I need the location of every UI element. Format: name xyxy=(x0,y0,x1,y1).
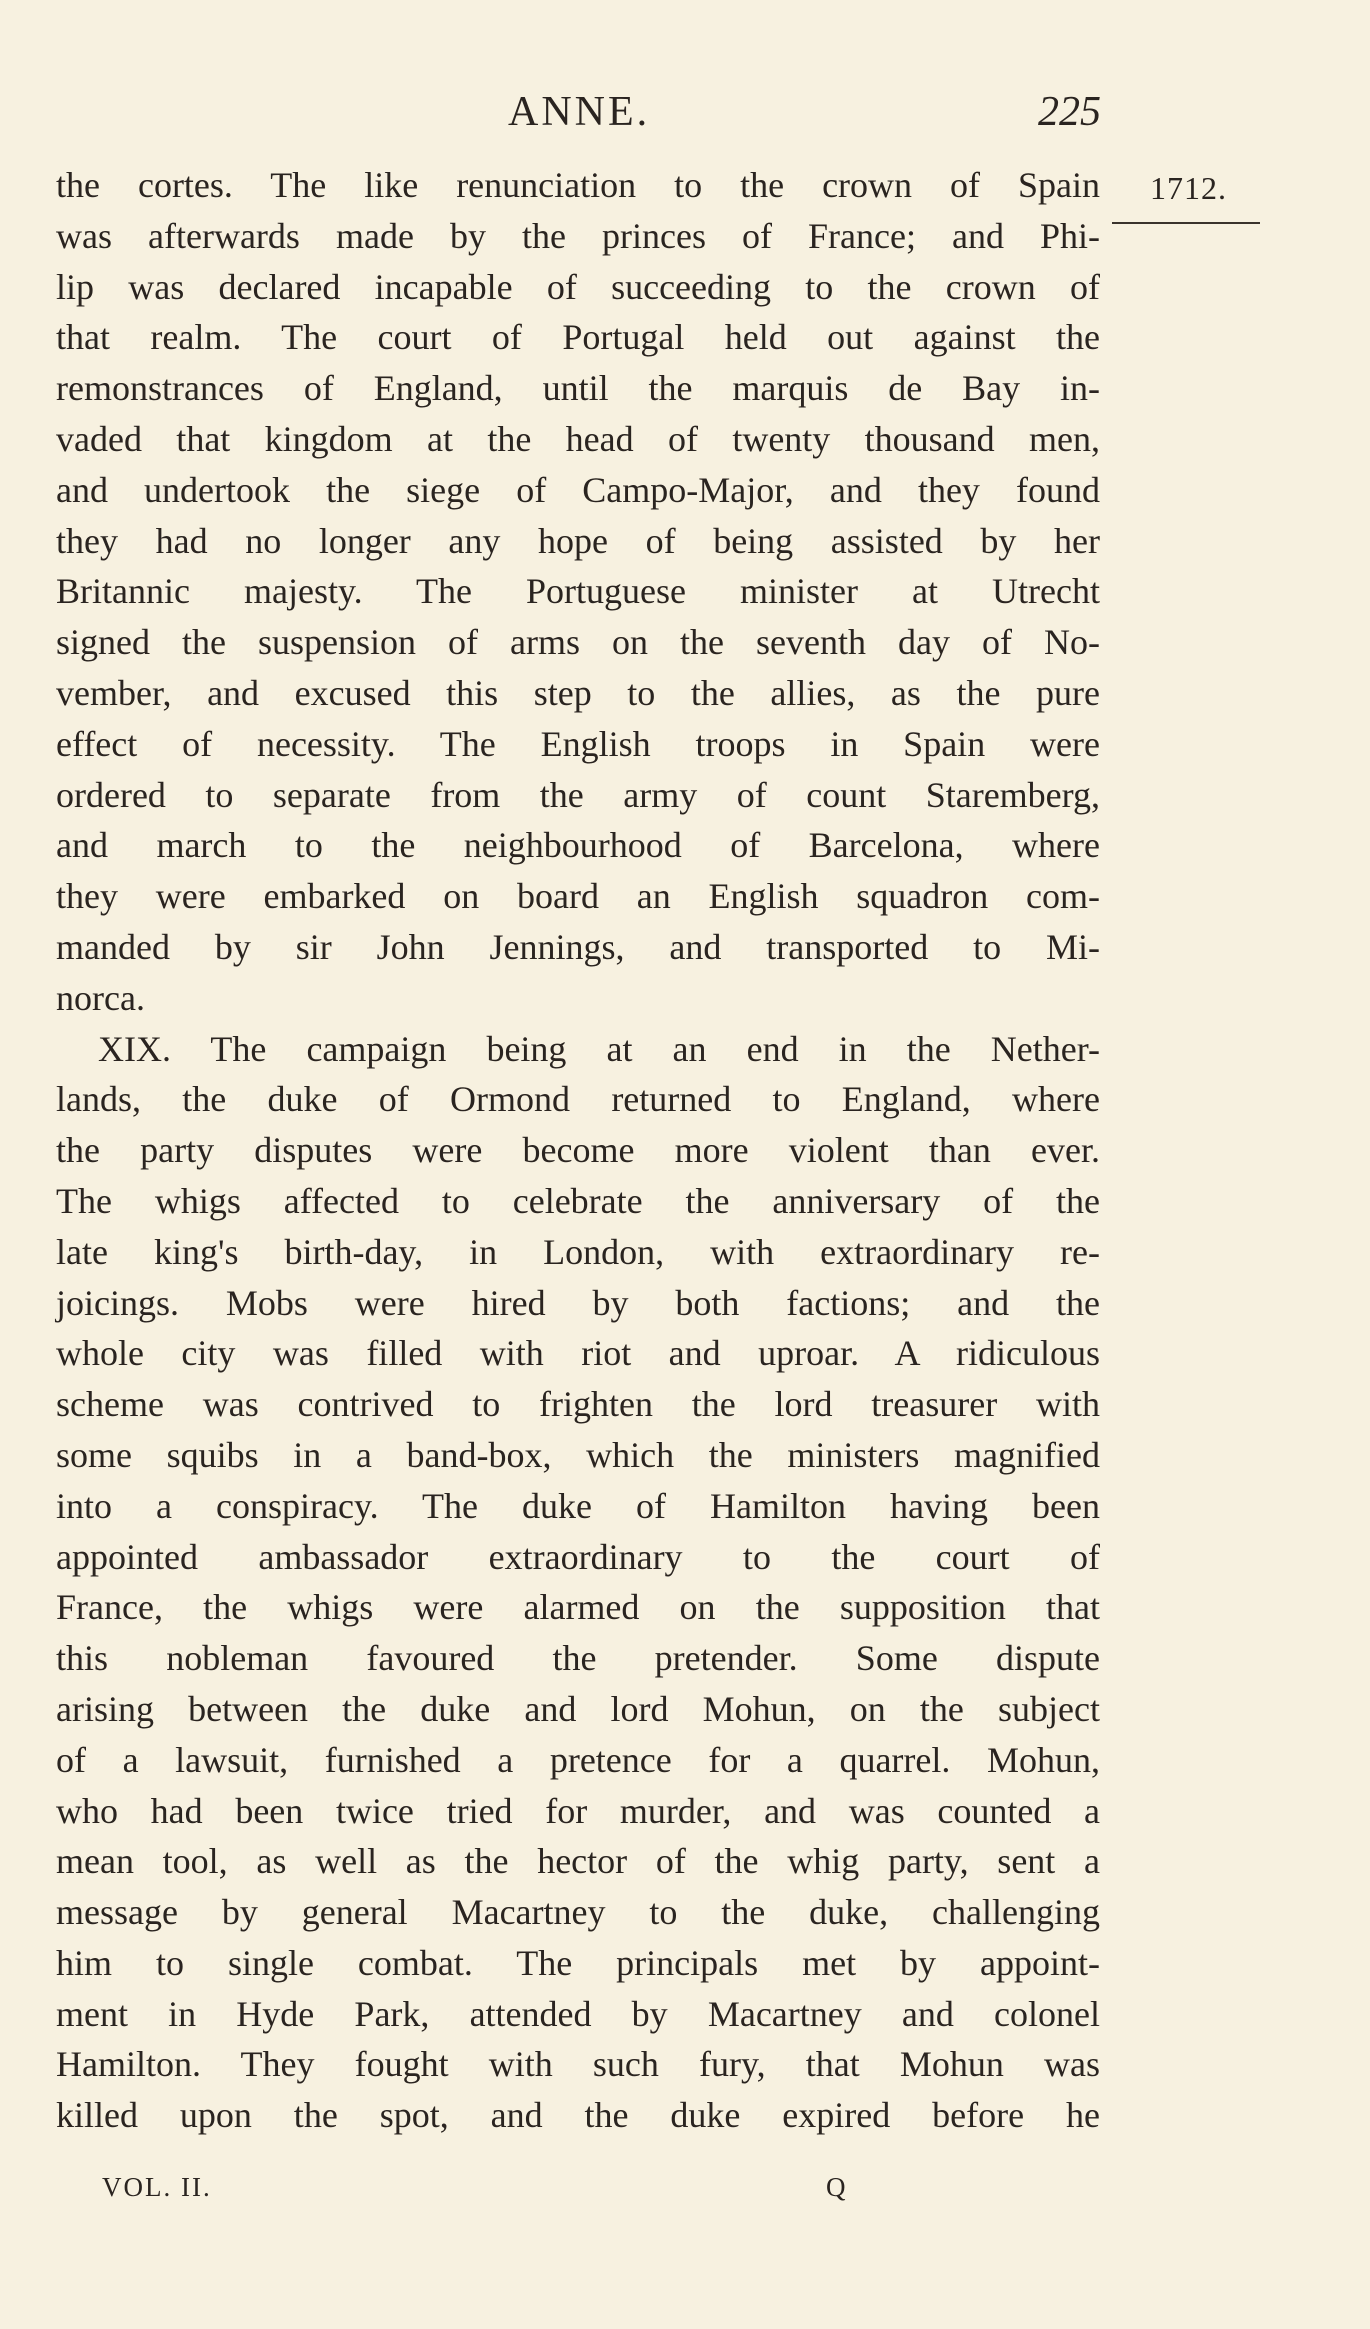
text-line: him to single combat. The principals met by appoint- xyxy=(56,1942,1100,1983)
text-line: into a conspiracy. The duke of Hamilton having been xyxy=(56,1485,1100,1526)
text-line: arising between the duke and lord Mohun, on the subject xyxy=(56,1688,1100,1729)
text-line: vember, and excused this step to the allies, as the pure xyxy=(56,672,1100,713)
text-line: The whigs affected to celebrate the anniversary of the xyxy=(56,1180,1100,1221)
text-line: this nobleman favoured the pretender. Some dispute xyxy=(56,1638,1100,1679)
text-line: XIX. The campaign being at an end in the Nether- xyxy=(98,1028,1100,1069)
text-line: joicings. Mobs were hired by both factions; and the xyxy=(56,1282,1100,1323)
text-line: lip was declared incapable of succeeding to the crown of xyxy=(56,266,1100,307)
running-head: ANNE. xyxy=(508,89,651,135)
text-line: signed the suspension of arms on the seventh day of No- xyxy=(56,622,1100,663)
text-line: killed upon the spot, and the duke expired before he xyxy=(56,2095,1100,2136)
text-line: France, the whigs were alarmed on the supposition that xyxy=(56,1587,1100,1628)
text-line: late king's birth-day, in London, with extraordinary re- xyxy=(56,1231,1100,1272)
text-line: who had been twice tried for murder, and was counted a xyxy=(56,1790,1100,1831)
text-line: vaded that kingdom at the head of twenty thousand men, xyxy=(56,418,1100,459)
text-line: the party disputes were become more violent than ever. xyxy=(56,1130,1100,1171)
text-line: whole city was filled with riot and uproar. A ridiculous xyxy=(56,1333,1100,1374)
text-line: appointed ambassador extraordinary to the court of xyxy=(56,1536,1100,1577)
text-line: they had no longer any hope of being assisted by her xyxy=(56,520,1100,561)
text-line: message by general Macartney to the duke, challenging xyxy=(56,1892,1100,1933)
margin-rule xyxy=(1112,222,1260,224)
text-line: Britannic majesty. The Portuguese minister at Utrecht xyxy=(56,571,1100,612)
text-line: scheme was contrived to frighten the lord treasurer with xyxy=(56,1384,1100,1425)
text-line: norca. xyxy=(56,977,145,1018)
text-line: some squibs in a band-box, which the ministers magnified xyxy=(56,1434,1100,1475)
text-line: manded by sir John Jennings, and transported to Mi- xyxy=(56,926,1100,967)
text-line: and undertook the siege of Campo-Major, and they found xyxy=(56,469,1100,510)
text-line: that realm. The court of Portugal held out against the xyxy=(56,317,1100,358)
gathering-signature: Q xyxy=(826,2172,846,2202)
text-line: of a lawsuit, furnished a pretence for a quarrel. Mohun, xyxy=(56,1739,1100,1780)
volume-signature: VOL. II. xyxy=(102,2172,212,2202)
text-line: mean tool, as well as the hector of the whig party, sent a xyxy=(56,1841,1100,1882)
margin-year-note: 1712. xyxy=(1150,170,1227,206)
text-line: effect of necessity. The English troops in Spain were xyxy=(56,723,1100,764)
text-line: was afterwards made by the princes of France; and Phi- xyxy=(56,215,1100,256)
text-line: ordered to separate from the army of count Staremberg, xyxy=(56,774,1100,815)
text-line: remonstrances of England, until the marquis de Bay in- xyxy=(56,368,1100,409)
text-line: lands, the duke of Ormond returned to England, where xyxy=(56,1079,1100,1120)
text-line: ment in Hyde Park, attended by Macartney and colonel xyxy=(56,1993,1100,2034)
text-line: the cortes. The like renunciation to the crown of Spain xyxy=(56,165,1100,205)
page-number: 225 xyxy=(1038,89,1101,135)
body-text xyxy=(56,160,1100,2141)
text-line: Hamilton. They fought with such fury, that Mohun was xyxy=(56,2044,1100,2085)
text-line: and march to the neighbourhood of Barcelona, where xyxy=(56,825,1100,866)
text-line: they were embarked on board an English squadron com- xyxy=(56,876,1100,917)
